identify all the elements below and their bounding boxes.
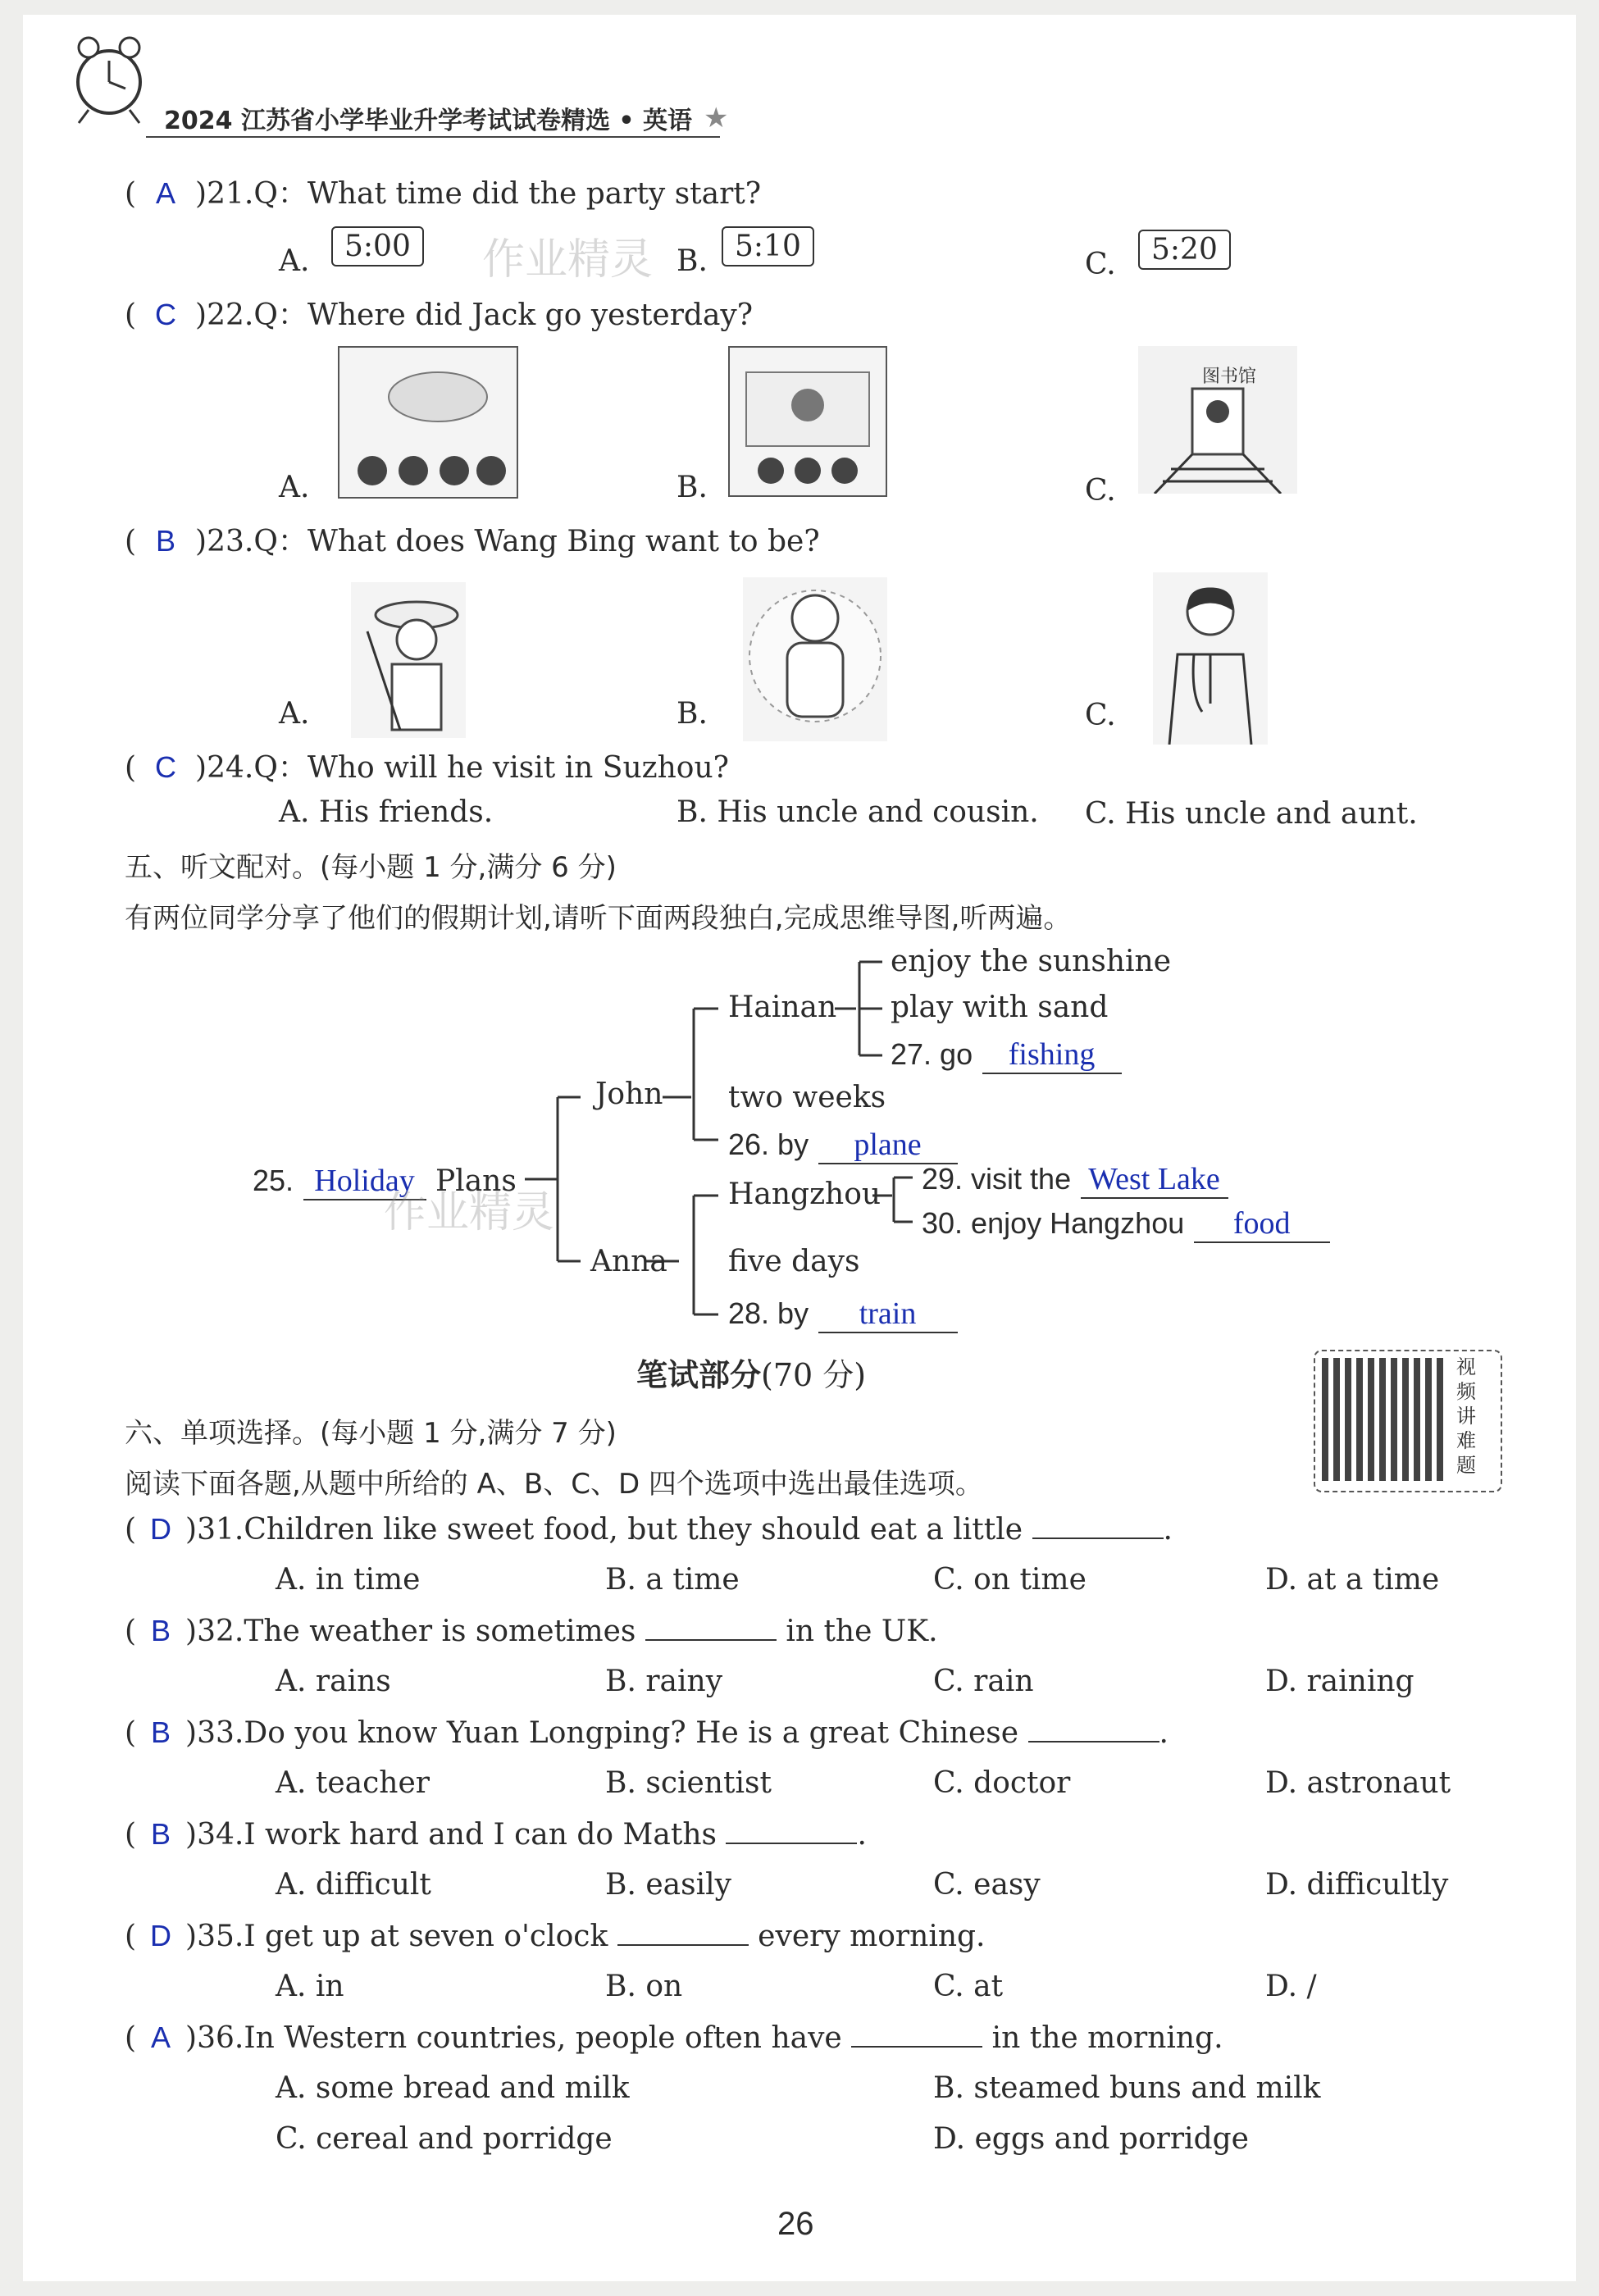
watermark: 作业精灵	[482, 235, 654, 285]
answer-33: B	[151, 1715, 171, 1749]
question-24: ( C )24.Q：Who will he visit in Suzhou?	[125, 750, 729, 785]
library-picture: 图书馆	[1138, 346, 1297, 494]
exam-page: 2024 江苏省小学毕业升学考试试卷精选 • 英语 ★ ( A )21.Q：What time did the party start? A. 5:00 B. 5:10 C. 5:20 ( C )22.Q：Where did Jack go yesterday? A. B. 图书馆 C. ( B )23.Q：What does Wang Bing want to be? A. B. C. ( C )24.Q：Who will he visit in Suzhou? A. His friends. B. His uncle and cousin. C. His uncle and aunt. 五、听文配对。(每小题 1 分,满分 6 分) 有两位同学分享了他们的假期计划,请听下面两段独白,完成思维导图,听两遍。 25. Holiday Plans John Hainan enjoy the sunshine play with sand 27. go fishing two weeks 26. by plane Anna Hangzhou 29. visit the West Lake 30. enjoy Hangzhou food five days 28. by train 笔试部分(70 分) 视 频 讲 难 题 六、单项选择。(每小题 1 分,满分 7 分) 阅读下面各题,从题中所给的 A、B、C、D 四个选项中选出最佳选项。 ( D )31.Children like sweet food, but they should eat a little . A. in time B. a time C. on time D. at a time ( B )32.The weather is sometimes in the UK. A. rains B. rainy C. rain D. raining ( B )33.Do you know Yuan Longping? He is a great Chinese . A. teacher B. scientist C. doctor D. astronaut ( B )34.I work hard and I can do Maths . A. difficult B. easily C. easy D. difficultly ( D )35.I get up at seven o'clock every morning. A. in B. on C. at D. / ( A )36.In Western countries, people often have in the morning. A. some bread and milk B. steamed buns and milk C. cereal and porridge D. eggs and porridge 作业精灵 作业精灵 26	[23, 15, 1576, 2281]
star-icon: ★	[704, 102, 729, 134]
answer-30: food	[1232, 1206, 1291, 1241]
answer-24: C	[155, 750, 177, 784]
section-5-instruction: 有两位同学分享了他们的假期计划,请听下面两段独白,完成思维导图,听两遍。	[125, 902, 1072, 935]
header-year: 2024	[164, 107, 233, 135]
time-box-a: 5:00	[331, 226, 424, 266]
qr-box[interactable]	[1314, 1350, 1502, 1492]
answer-23: B	[156, 524, 176, 558]
node-hangzhou: Hangzhou	[728, 1178, 882, 1211]
answer-22: C	[155, 298, 177, 331]
mindmap-root: 25. Holiday Plans	[253, 1163, 517, 1200]
question-22: ( C )22.Q：Where did Jack go yesterday?	[125, 298, 754, 332]
question-31: ( D )31.Children like sweet food, but they should eat a little .	[125, 1512, 1173, 1547]
answer-34: B	[151, 1817, 171, 1851]
question-35: ( D )35.I get up at seven o'clock every morning.	[125, 1919, 986, 1953]
answer-28: train	[859, 1296, 917, 1331]
question-30: 30. enjoy Hangzhou food	[922, 1205, 1330, 1243]
qr-caption: 视 频 讲 难 题	[1456, 1355, 1476, 1477]
answer-21: A	[156, 176, 176, 210]
written-section-title: 笔试部分(70 分)	[636, 1357, 867, 1393]
answer-32: B	[151, 1614, 171, 1647]
qr-code-icon[interactable]	[1322, 1358, 1445, 1481]
question-36: ( A )36.In Western countries, people often have in the morning.	[125, 2020, 1223, 2055]
header-subject: 江苏省小学毕业升学考试试卷精选 • 英语	[240, 107, 693, 135]
time-box-b: 5:10	[722, 226, 814, 266]
time-box-c: 5:20	[1138, 230, 1231, 270]
answer-26: plane	[854, 1128, 922, 1162]
node-hainan: Hainan	[728, 991, 837, 1024]
answer-25: Holiday	[314, 1164, 415, 1198]
question-21: ( A )21.Q：What time did the party start?	[125, 176, 762, 211]
answer-27: fishing	[1008, 1037, 1096, 1072]
answer-35: D	[150, 1919, 172, 1952]
question-23: ( B )23.Q：What does Wang Bing want to be?	[125, 524, 820, 558]
answer-29: West Lake	[1088, 1162, 1220, 1196]
question-33: ( B )33.Do you know Yuan Longping? He is a great Chinese .	[125, 1715, 1168, 1750]
section-6-title: 六、单项选择。(每小题 1 分,满分 7 分)	[125, 1417, 617, 1450]
page-number: 26	[777, 2206, 814, 2242]
question-34: ( B )34.I work hard and I can do Maths .	[125, 1817, 867, 1852]
node-john: John	[595, 1077, 663, 1111]
answer-36: A	[151, 2020, 171, 2054]
section-5-title: 五、听文配对。(每小题 1 分,满分 6 分)	[125, 851, 617, 884]
section-6-instruction: 阅读下面各题,从题中所给的 A、B、C、D 四个选项中选出最佳选项。	[125, 1468, 983, 1501]
question-26: 26. by plane	[728, 1127, 958, 1164]
question-29: 29. visit the West Lake	[922, 1161, 1228, 1199]
question-32: ( B )32.The weather is sometimes in the UK.	[125, 1614, 938, 1648]
question-28: 28. by train	[728, 1296, 958, 1333]
question-27: 27. go fishing	[891, 1036, 1122, 1074]
watermark: 作业精灵	[384, 1188, 555, 1237]
node-anna: Anna	[590, 1245, 667, 1278]
answer-31: D	[150, 1512, 172, 1546]
